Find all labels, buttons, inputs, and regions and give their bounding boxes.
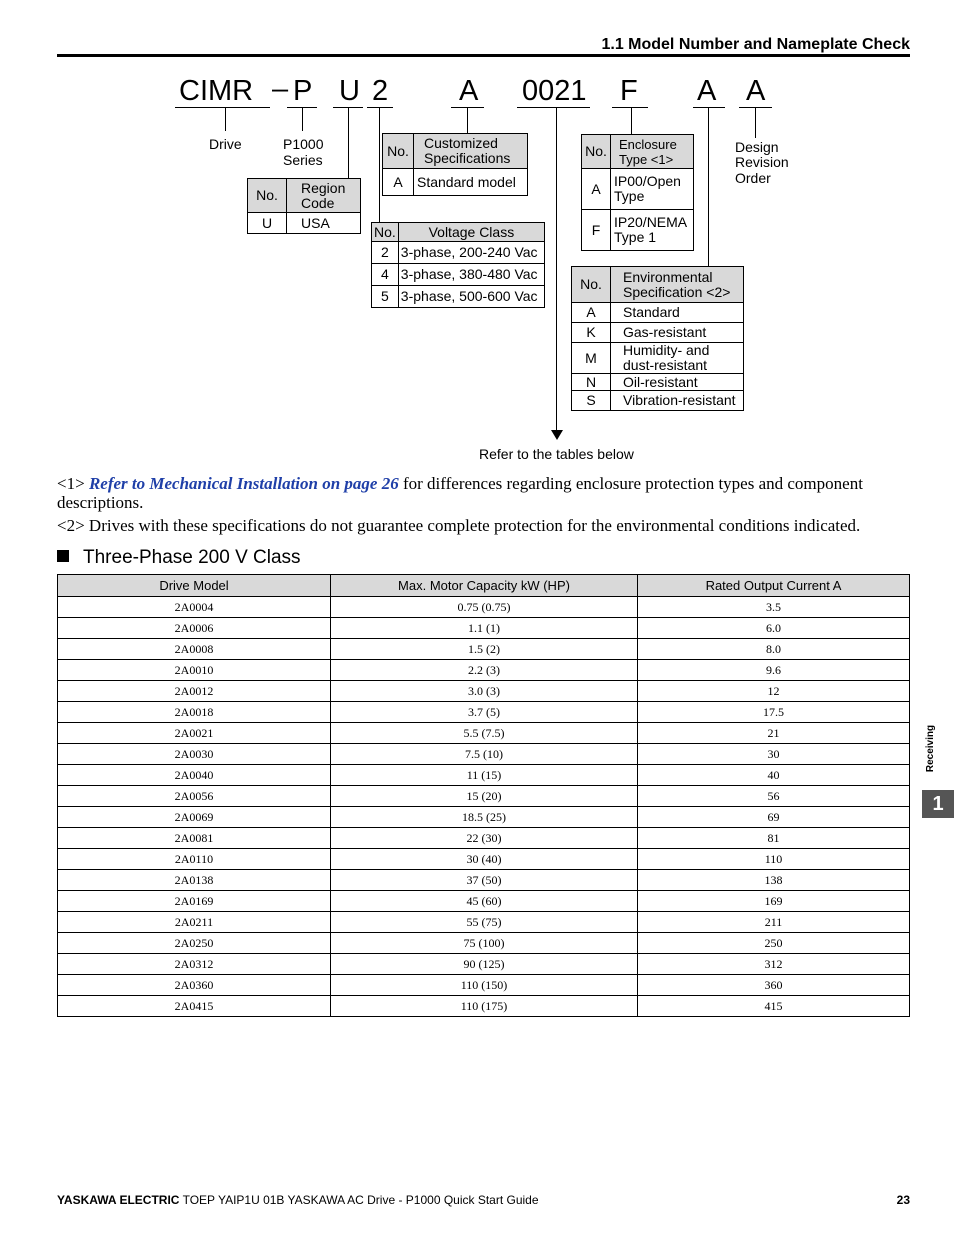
table-cell: 2A0030 bbox=[58, 744, 331, 765]
footnote-2: <2> Drives with these specifications do not guarantee complete protection for the environmental conditions indicated. bbox=[57, 516, 861, 535]
table-cell: 2A0018 bbox=[58, 702, 331, 723]
table-cell: 69 bbox=[638, 807, 910, 828]
code-p: P bbox=[293, 75, 313, 107]
table-cell: 2A0012 bbox=[58, 681, 331, 702]
connector-custom bbox=[467, 108, 468, 134]
chapter-tab: 1 bbox=[922, 790, 954, 818]
table-cell: 2A0040 bbox=[58, 765, 331, 786]
table-cell: 2A0138 bbox=[58, 870, 331, 891]
table-cell: 75 (100) bbox=[331, 933, 638, 954]
environment-cell: Standard bbox=[611, 303, 744, 323]
connector-voltage bbox=[379, 108, 380, 223]
region-table bbox=[247, 178, 361, 234]
voltage-header-class: Voltage Class bbox=[398, 223, 544, 242]
voltage-cell: 3-phase, 200-240 Vac bbox=[398, 242, 544, 264]
table-row bbox=[58, 660, 910, 681]
table-row bbox=[58, 912, 910, 933]
table-row bbox=[58, 702, 910, 723]
region-header-code: Region Code bbox=[287, 179, 361, 213]
table-row bbox=[58, 681, 910, 702]
connector-enclosure bbox=[631, 108, 632, 134]
table-cell: 138 bbox=[638, 870, 910, 891]
table-cell: 22 (30) bbox=[331, 828, 638, 849]
table-cell: 2A0360 bbox=[58, 975, 331, 996]
region-header-no: No. bbox=[248, 179, 287, 213]
enclosure-header-no: No. bbox=[582, 135, 611, 169]
code-a1: A bbox=[459, 75, 479, 107]
table-row bbox=[58, 891, 910, 912]
table-cell: 18.5 (25) bbox=[331, 807, 638, 828]
series-label-2: Series bbox=[283, 152, 323, 168]
column-header-current: Rated Output Current A bbox=[638, 575, 910, 597]
table-cell: 1.1 (1) bbox=[331, 618, 638, 639]
table-cell: 2.2 (3) bbox=[331, 660, 638, 681]
custom-header-spec: Customized Specifications bbox=[414, 134, 528, 169]
table-cell: 1.5 (2) bbox=[331, 639, 638, 660]
enclosure-cell: F bbox=[582, 210, 611, 251]
connector-design bbox=[755, 108, 756, 138]
table-row bbox=[58, 870, 910, 891]
connector-environment bbox=[708, 108, 709, 267]
underline-environment bbox=[693, 107, 725, 108]
table-cell: 2A0056 bbox=[58, 786, 331, 807]
table-cell: 312 bbox=[638, 954, 910, 975]
three-phase-200v-table bbox=[57, 574, 910, 1017]
enclosure-table bbox=[581, 134, 694, 251]
environment-cell: Gas-resistant bbox=[611, 323, 744, 343]
table-row bbox=[58, 639, 910, 660]
enclosure-header-type: Enclosure Type <1> bbox=[611, 135, 694, 169]
table-cell: 7.5 (10) bbox=[331, 744, 638, 765]
table-cell: 2A0415 bbox=[58, 996, 331, 1017]
table-cell: 2A0250 bbox=[58, 933, 331, 954]
voltage-cell: 4 bbox=[372, 264, 399, 286]
enclosure-cell: IP00/Open Type bbox=[611, 169, 694, 210]
table-row bbox=[58, 618, 910, 639]
table-cell: 2A0211 bbox=[58, 912, 331, 933]
table-cell: 12 bbox=[638, 681, 910, 702]
table-cell: 110 bbox=[638, 849, 910, 870]
code-u: U bbox=[339, 75, 360, 107]
table-cell: 30 (40) bbox=[331, 849, 638, 870]
section-title-text: Three-Phase 200 V Class bbox=[83, 547, 301, 568]
table-cell: 2A0010 bbox=[58, 660, 331, 681]
table-cell: 37 (50) bbox=[331, 870, 638, 891]
underline-voltage bbox=[367, 107, 393, 108]
table-cell: 2A0004 bbox=[58, 597, 331, 618]
bullet-square-icon bbox=[57, 550, 69, 562]
table-row bbox=[58, 597, 910, 618]
connector-model bbox=[556, 108, 557, 432]
table-row bbox=[58, 744, 910, 765]
environment-cell: A bbox=[572, 303, 611, 323]
table-cell: 30 bbox=[638, 744, 910, 765]
section-header: 1.1 Model Number and Nameplate Check bbox=[601, 36, 910, 53]
mechanical-installation-link[interactable]: Refer to Mechanical Installation on page 26 bbox=[88, 474, 399, 493]
page-number: 23 bbox=[896, 1193, 910, 1207]
voltage-cell: 3-phase, 500-600 Vac bbox=[398, 286, 544, 308]
footer-doc: TOEP YAIP1U 01B YASKAWA AC Drive - P1000 Quick Start Guide bbox=[182, 1193, 539, 1207]
table-cell: 2A0069 bbox=[58, 807, 331, 828]
table-cell: 55 (75) bbox=[331, 912, 638, 933]
environment-cell: N bbox=[572, 374, 611, 391]
enclosure-cell: IP20/NEMA Type 1 bbox=[611, 210, 694, 251]
custom-header-no: No. bbox=[383, 134, 414, 169]
voltage-cell: 3-phase, 380-480 Vac bbox=[398, 264, 544, 286]
table-cell: 110 (175) bbox=[331, 996, 638, 1017]
table-row bbox=[58, 723, 910, 744]
column-header-capacity: Max. Motor Capacity kW (HP) bbox=[331, 575, 638, 597]
side-label-text: Receiving bbox=[925, 724, 937, 773]
code-dash: – bbox=[272, 73, 289, 105]
column-header-drive-model: Drive Model bbox=[58, 575, 331, 597]
table-cell: 40 bbox=[638, 765, 910, 786]
table-cell: 2A0312 bbox=[58, 954, 331, 975]
table-row bbox=[58, 996, 910, 1017]
code-cimr: CIMR bbox=[179, 75, 254, 107]
table-row bbox=[58, 849, 910, 870]
table-cell: 56 bbox=[638, 786, 910, 807]
table-cell: 11 (15) bbox=[331, 765, 638, 786]
environment-cell: Vibration-resistant bbox=[611, 391, 744, 411]
region-cell: U bbox=[248, 213, 287, 234]
table-cell: 2A0169 bbox=[58, 891, 331, 912]
table-cell: 3.0 (3) bbox=[331, 681, 638, 702]
table-cell: 3.7 (5) bbox=[331, 702, 638, 723]
table-cell: 90 (125) bbox=[331, 954, 638, 975]
environment-header-spec: Environmental Specification <2> bbox=[611, 267, 744, 303]
code-f: F bbox=[620, 75, 638, 107]
connector-drive bbox=[225, 108, 226, 131]
table-cell: 3.5 bbox=[638, 597, 910, 618]
footnote-1-marker: <1> bbox=[57, 474, 85, 493]
table-row bbox=[58, 828, 910, 849]
table-cell: 81 bbox=[638, 828, 910, 849]
custom-spec-table bbox=[382, 133, 528, 196]
table-cell: 360 bbox=[638, 975, 910, 996]
table-row bbox=[58, 786, 910, 807]
voltage-cell: 2 bbox=[372, 242, 399, 264]
table-cell: 21 bbox=[638, 723, 910, 744]
table-row bbox=[58, 933, 910, 954]
design-label-2: Revision bbox=[735, 154, 789, 170]
environment-cell: Oil-resistant bbox=[611, 374, 744, 391]
underline-enclosure bbox=[612, 107, 648, 108]
table-cell: 169 bbox=[638, 891, 910, 912]
header-rule bbox=[57, 54, 910, 57]
code-2: 2 bbox=[372, 75, 389, 107]
design-label-3: Order bbox=[735, 170, 771, 186]
table-row bbox=[58, 975, 910, 996]
footer-brand: YASKAWA ELECTRIC bbox=[57, 1193, 180, 1207]
table-cell: 8.0 bbox=[638, 639, 910, 660]
table-cell: 2A0021 bbox=[58, 723, 331, 744]
underline-drive bbox=[175, 107, 270, 108]
table-row bbox=[58, 807, 910, 828]
footer bbox=[57, 1193, 539, 1207]
table-cell: 211 bbox=[638, 912, 910, 933]
table-cell: 2A0110 bbox=[58, 849, 331, 870]
environment-table bbox=[571, 266, 744, 411]
table-cell: 2A0006 bbox=[58, 618, 331, 639]
table-cell: 17.5 bbox=[638, 702, 910, 723]
table-cell: 45 (60) bbox=[331, 891, 638, 912]
region-cell: USA bbox=[287, 213, 361, 234]
arrow-down-icon bbox=[551, 430, 563, 440]
environment-cell: M bbox=[572, 343, 611, 374]
section-title bbox=[57, 547, 301, 569]
environment-cell: Humidity- and dust-resistant bbox=[611, 343, 744, 374]
table-body bbox=[58, 597, 910, 1017]
voltage-header-no: No. bbox=[372, 223, 399, 242]
connector-series bbox=[302, 108, 303, 131]
table-cell: 15 (20) bbox=[331, 786, 638, 807]
series-label-1: P1000 bbox=[283, 136, 324, 152]
voltage-table bbox=[371, 222, 545, 308]
table-cell: 0.75 (0.75) bbox=[331, 597, 638, 618]
code-a3: A bbox=[746, 75, 766, 107]
table-row bbox=[58, 954, 910, 975]
footnote-1 bbox=[57, 474, 897, 512]
table-row bbox=[58, 765, 910, 786]
design-label-1: Design bbox=[735, 139, 779, 155]
enclosure-cell: A bbox=[582, 169, 611, 210]
underline-model bbox=[517, 107, 590, 108]
table-cell: 415 bbox=[638, 996, 910, 1017]
table-cell: 2A0081 bbox=[58, 828, 331, 849]
table-cell: 2A0008 bbox=[58, 639, 331, 660]
custom-cell: Standard model bbox=[414, 169, 528, 196]
voltage-cell: 5 bbox=[372, 286, 399, 308]
environment-cell: K bbox=[572, 323, 611, 343]
table-cell: 250 bbox=[638, 933, 910, 954]
code-a2: A bbox=[697, 75, 717, 107]
table-cell: 5.5 (7.5) bbox=[331, 723, 638, 744]
footnote-1-text: for differences regarding enclosure protection types and component descriptions. bbox=[57, 474, 863, 512]
connector-region bbox=[348, 108, 349, 179]
environment-cell: S bbox=[572, 391, 611, 411]
custom-cell: A bbox=[383, 169, 414, 196]
table-cell: 9.6 bbox=[638, 660, 910, 681]
table-cell: 6.0 bbox=[638, 618, 910, 639]
environment-header-no: No. bbox=[572, 267, 611, 303]
table-cell: 110 (150) bbox=[331, 975, 638, 996]
refer-tables-label: Refer to the tables below bbox=[479, 446, 634, 462]
drive-label: Drive bbox=[209, 136, 242, 152]
code-0021: 0021 bbox=[522, 75, 587, 107]
side-section-label bbox=[921, 725, 941, 777]
